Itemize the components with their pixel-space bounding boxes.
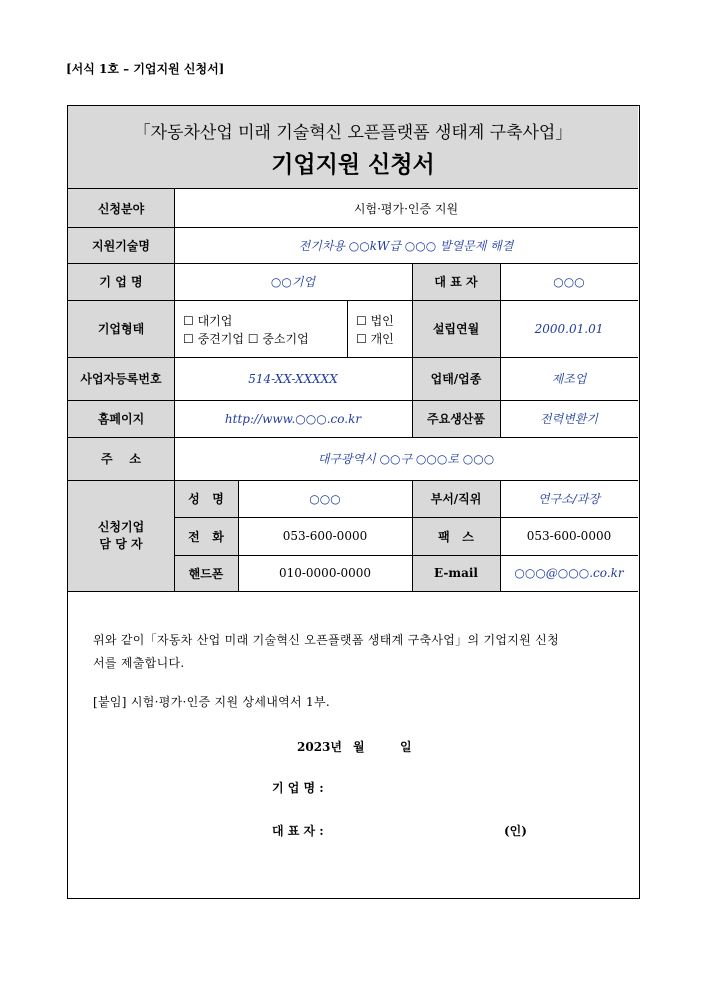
phone-label: 전 화 (174, 517, 238, 555)
product-value[interactable]: 전력변환기 (540, 412, 598, 426)
dept-label: 부서/직위 (412, 480, 500, 517)
mobile-value[interactable]: 010-0000-0000 (278, 566, 372, 580)
name-label: 성 명 (174, 480, 238, 517)
product-label: 주요생산품 (412, 400, 500, 437)
company-label: 기 업 명 (68, 263, 174, 300)
grid-line (500, 263, 501, 437)
field-label: 신청분야 (68, 189, 174, 227)
rep-value[interactable]: ○○○ (553, 274, 585, 289)
fax-value[interactable]: 053-600-0000 (526, 529, 612, 543)
contact-label-line1: 신청기업 (97, 519, 145, 534)
grid-line (174, 189, 175, 592)
grid-line (412, 480, 413, 592)
grid-line (68, 480, 638, 481)
attachment-note: [붙임] 시험·평가·인증 지원 상세내역서 1부. (93, 695, 330, 709)
phone-value[interactable]: 053-600-0000 (282, 529, 368, 543)
tech-label: 지원기술명 (68, 227, 174, 263)
declaration-line1: 위와 같이「자동차 산업 미래 기술혁신 오픈플랫폼 생태계 구축사업」의 기업지원 신청 (93, 633, 559, 647)
tech-value[interactable]: 전기차용 ○○kW급 ○○○ 발열문제 해결 (298, 238, 514, 253)
grid-line (347, 300, 348, 357)
company-type-options-left[interactable] (183, 312, 309, 348)
company-value[interactable]: ○○기업 (270, 275, 316, 289)
declaration-paragraph (93, 629, 618, 675)
grid-line (68, 400, 638, 401)
form-header (68, 106, 638, 189)
grid-line (68, 357, 638, 358)
project-title: 「자동차산업 미래 기술혁신 오픈플랫폼 생태계 구축사업」 (133, 123, 573, 143)
grid-line (68, 227, 638, 228)
mid-small-company-checkbox[interactable]: ☐ 중견기업 ☐ 중소기업 (183, 332, 309, 346)
email-value[interactable]: ○○○@○○○.co.kr (514, 566, 624, 580)
est-value[interactable]: 2000.01.01 (534, 321, 604, 336)
dept-value[interactable]: 연구소/과장 (537, 492, 600, 506)
field-value[interactable]: 시험·평가·인증 지원 (353, 201, 459, 216)
email-label: E-mail (412, 555, 500, 591)
company-type-options-right[interactable] (356, 312, 394, 348)
grid-line (500, 480, 501, 592)
est-label: 설립연월 (412, 300, 500, 357)
form-number-label: [서식 1호 – 기업지원 신청서] (66, 62, 225, 76)
type-label: 기업형태 (68, 300, 174, 357)
bizno-label: 사업자등록번호 (68, 357, 174, 400)
grid-line (174, 555, 638, 556)
declaration-line2: 서를 제출합니다. (93, 656, 185, 670)
contact-label-line2: 담 당 자 (99, 536, 143, 551)
address-value[interactable]: 대구광역시 ○○구 ○○○로 ○○○ (317, 452, 495, 466)
industry-label: 업태/업종 (412, 357, 500, 400)
web-label: 홈페이지 (68, 400, 174, 437)
grid-line (68, 437, 638, 438)
rep-label: 대 표 자 (412, 263, 500, 300)
company-signature-label: 기 업 명 : (272, 781, 324, 795)
grid-line (68, 300, 638, 301)
corporation-checkbox[interactable]: ☐ 법인 (356, 314, 394, 328)
individual-checkbox[interactable]: ☐ 개인 (356, 332, 394, 346)
grid-line (68, 263, 638, 264)
industry-value[interactable]: 제조업 (551, 372, 587, 386)
grid-line (412, 263, 413, 437)
large-company-checkbox[interactable]: ☐ 대기업 (183, 314, 233, 328)
address-label: 주 소 (68, 437, 174, 480)
grid-line (238, 480, 239, 592)
contact-label (68, 480, 174, 591)
date-day[interactable]: 일 (400, 740, 412, 754)
name-value[interactable]: ○○○ (309, 491, 341, 506)
seal-mark: (인) (504, 824, 527, 838)
grid-line (174, 517, 638, 518)
mobile-label: 핸드폰 (174, 555, 238, 591)
rep-signature-label: 대 표 자 : (272, 824, 324, 838)
application-form (67, 105, 640, 899)
grid-line (68, 591, 638, 592)
document-title: 기업지원 신청서 (271, 152, 435, 178)
bizno-value[interactable]: 514-XX-XXXXX (248, 371, 338, 386)
web-value[interactable]: http://www.○○○.co.kr (224, 411, 362, 426)
date-month[interactable]: 월 (353, 740, 365, 754)
fax-label: 팩 스 (412, 517, 500, 555)
date-year[interactable]: 2023년 (297, 740, 342, 754)
